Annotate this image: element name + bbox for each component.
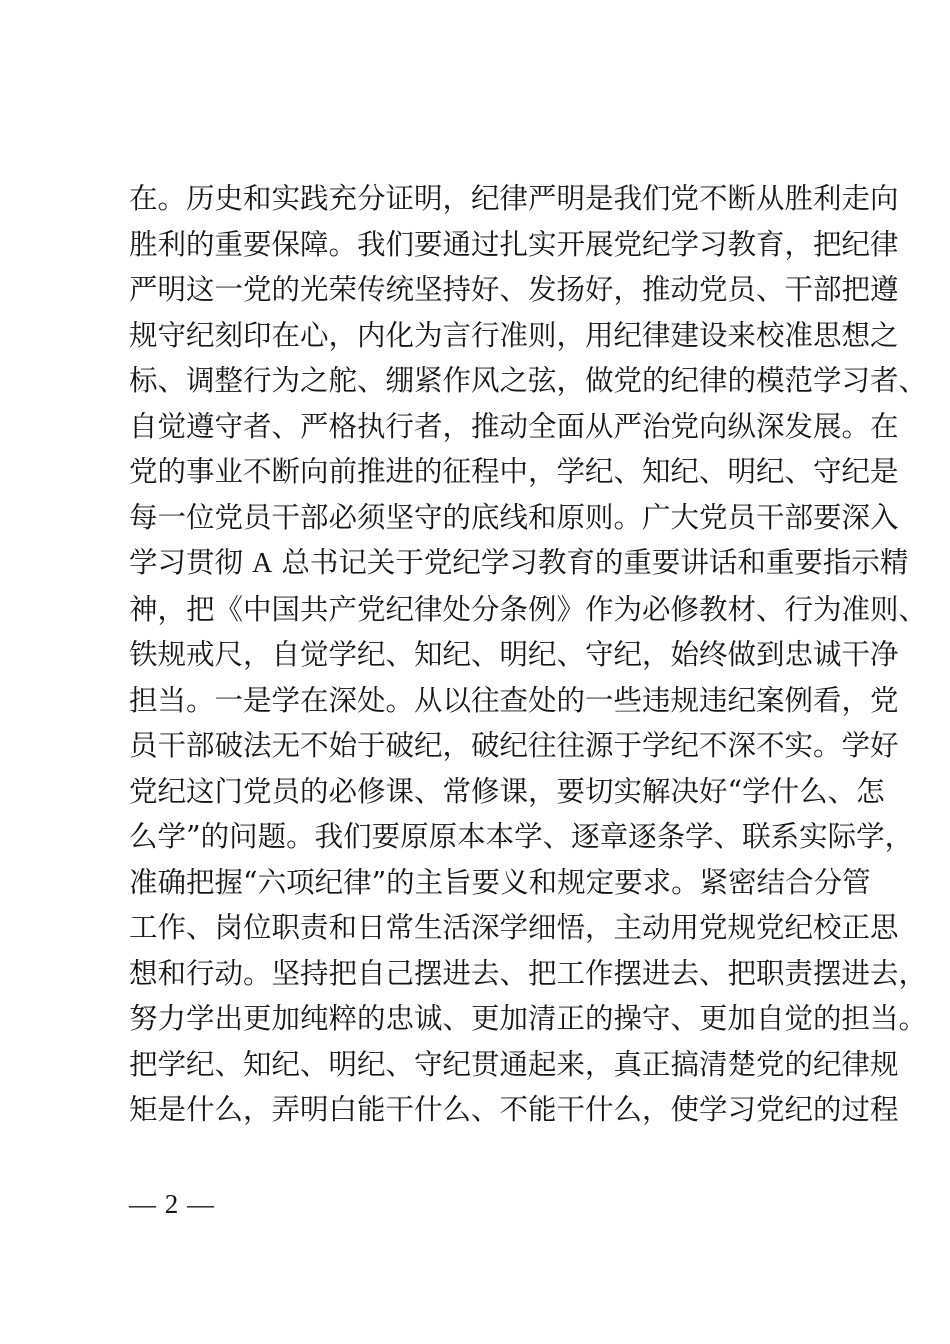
body-line: 在。历史和实践充分证明，纪律严明是我们党不断从胜利走向: [129, 182, 899, 215]
body-line: 准确把握“六项纪律”的主旨要义和规定要求。紧密结合分管: [129, 865, 871, 899]
page-footer: [129, 1186, 826, 1222]
body-line: 神，把《中国共产党纪律处分条例》作为必修教材、行为准则、: [129, 592, 928, 626]
body-line: 员干部破法无不始于破纪，破纪往往源于学纪不深不实。学好: [129, 729, 899, 762]
latin-initial: A: [252, 548, 273, 579]
body-text-block: [129, 176, 928, 1133]
body-line: 标、调整行为之舵、绷紧作风之弦，做党的纪律的模范学习者、: [129, 364, 928, 397]
body-line: 工作、岗位职责和日常生活深学细悟，主动用党规党纪校正思: [129, 911, 899, 944]
body-line: 规守纪刻印在心，内化为言行准则，用纪律建设来校准思想之: [129, 318, 899, 352]
body-line: 么学”的问题。我们要原原本本学、逐章逐条学、联系实际学，: [129, 820, 914, 853]
body-line: 党的事业不断向前推进的征程中，学纪、知纪、明纪、守纪是: [129, 455, 899, 488]
body-line: 党纪这门党员的必修课、常修课，要切实解决好“学什么、怎: [129, 774, 885, 808]
body-line: 每一位党员干部必须坚守的底线和原则。广大党员干部要深入: [129, 500, 899, 534]
body-line: 严明这一党的光荣传统坚持好、发扬好，推动党员、干部把遵: [129, 273, 899, 306]
page-number: — 2 —: [129, 1189, 215, 1219]
body-line: 学习贯彻 A 总书记关于党纪学习教育的重要讲话和重要指示精: [129, 546, 909, 579]
body-line: 把学纪、知纪、明纪、守纪贯通起来，真正搞清楚党的纪律规: [129, 1047, 899, 1081]
body-line: 自觉遵守者、严格执行者，推动全面从严治党向纵深发展。在: [129, 409, 899, 443]
body-line: 努力学出更加纯粹的忠诚、更加清正的操守、更加自觉的担当。: [129, 1002, 928, 1035]
body-line: 担当。一是学在深处。从以往查处的一些违规违纪案例看，党: [129, 683, 899, 717]
body-line: 想和行动。坚持把自己摆进去、把工作摆进去、把职责摆进去，: [129, 956, 928, 990]
body-line: 矩是什么，弄明白能干什么、不能干什么，使学习党纪的过程: [129, 1093, 899, 1126]
body-line: 胜利的重要保障。我们要通过扎实开展党纪学习教育，把纪律: [129, 227, 899, 261]
body-line: 铁规戒尺，自觉学纪、知纪、明纪、守纪，始终做到忠诚干净: [129, 638, 899, 671]
